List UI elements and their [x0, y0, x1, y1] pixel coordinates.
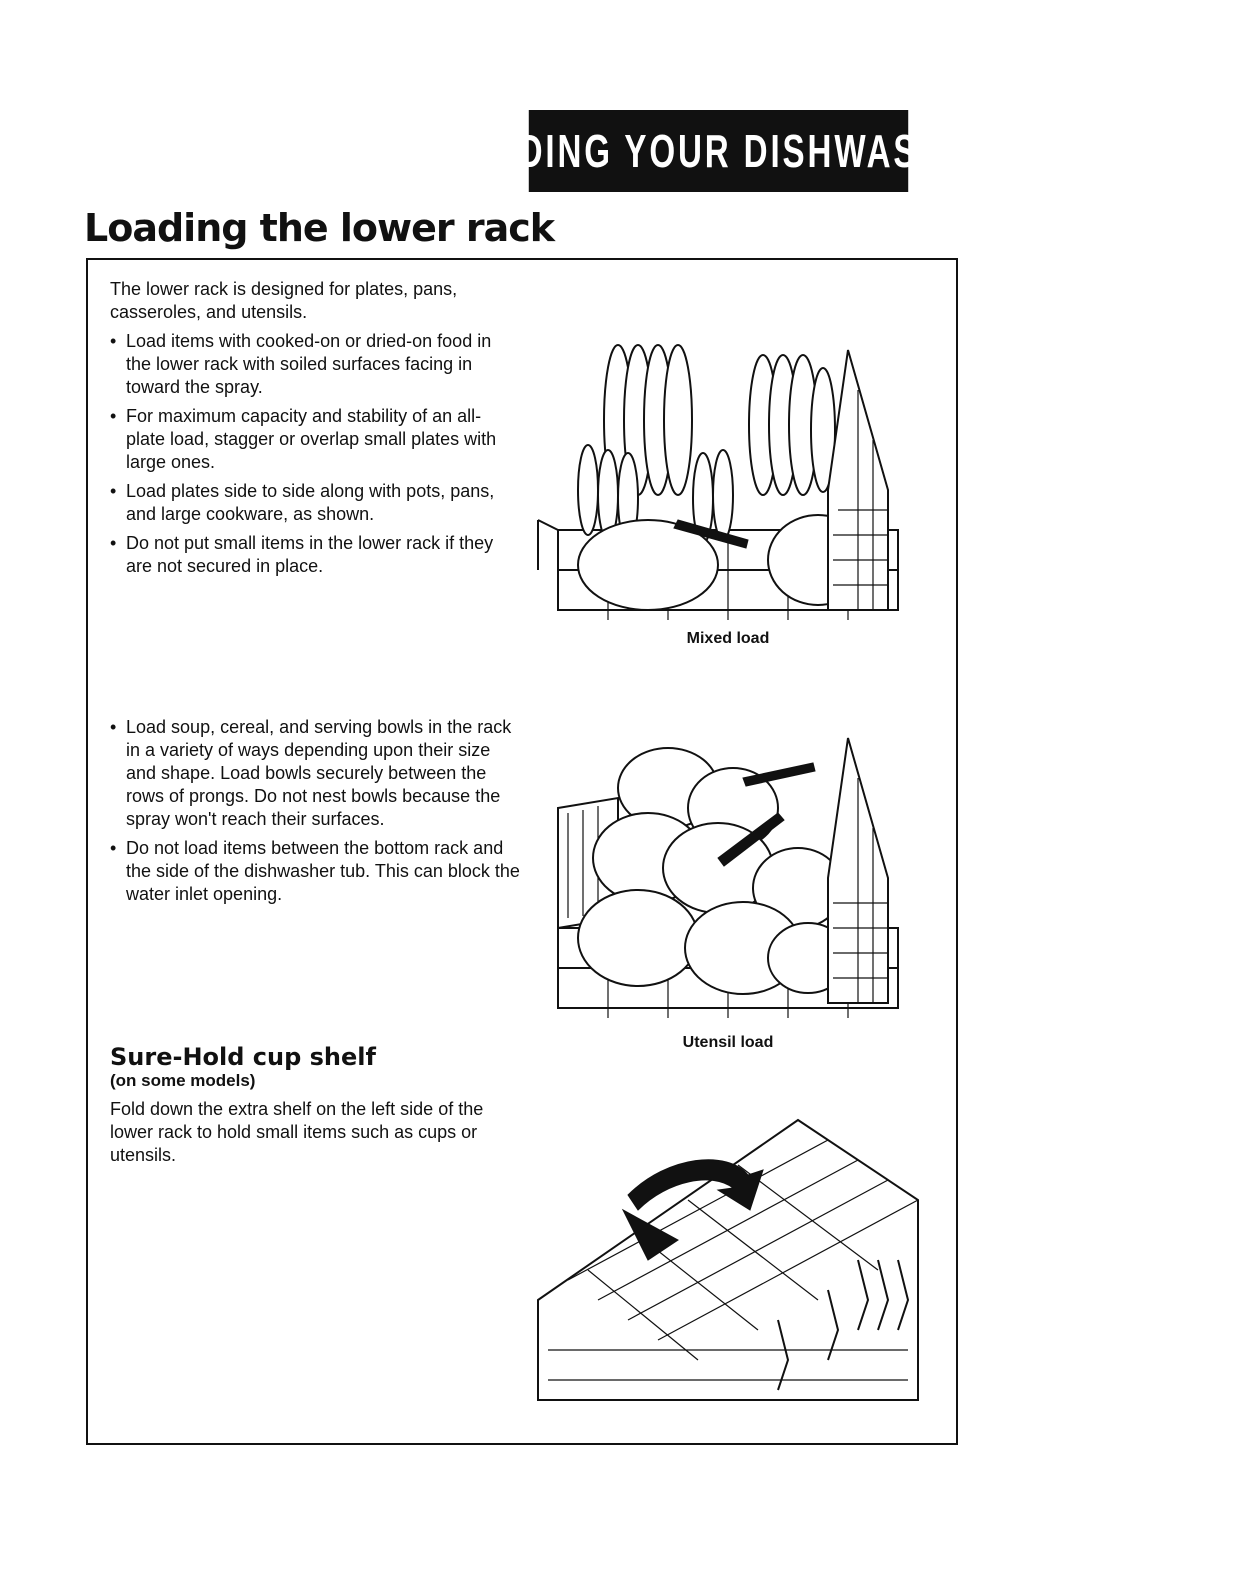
content-box: [86, 258, 958, 1445]
bullet-list: [110, 330, 520, 578]
bullet-item: • Do not put small items in the lower rack if they are not secured in place.: [110, 532, 520, 578]
utensil-load-caption: Utensil load: [682, 1034, 774, 1051]
mixed-load-illustration: [528, 330, 928, 630]
cup-shelf-body: Fold down the extra shelf on the left side of the lower rack to hold small items such as cups or utensils.: [110, 1099, 484, 1165]
utensil-load-illustration: [528, 718, 928, 1028]
cup-shelf-heading: Sure-Hold cup shelf: [110, 1043, 376, 1071]
bullet-item: • Load plates side to side along with pots, pans, and large cookware, as shown.: [110, 480, 520, 526]
section-banner: [440, 110, 997, 192]
section-cup-shelf: [110, 1043, 520, 1173]
intro-paragraph: The lower rack is designed for plates, pans, casseroles, and utensils.: [110, 279, 458, 322]
cup-shelf-illustration: [528, 1100, 928, 1420]
page-title: Loading the lower rack: [84, 206, 555, 250]
cup-shelf-note: (on some models): [110, 1071, 256, 1090]
bullet-item: • Load items with cooked-on or dried-on food in the lower rack with soiled surfaces facing in toward the spray.: [110, 330, 520, 399]
bullet-item: • Load soup, cereal, and serving bowls in the rack in a variety of ways depending upon their size and shape. Load bowls securely between the rows of prongs. Do not nest bowls because the spray won't reach their surfaces.: [110, 716, 520, 831]
bullet-list: [110, 716, 520, 906]
mixed-load-caption: Mixed load: [686, 630, 770, 647]
section-bowls: [110, 716, 520, 912]
banner-text: LOADING YOUR DISHWASHER: [440, 125, 997, 177]
section-lower-rack-intro: [110, 278, 520, 584]
bullet-item: • For maximum capacity and stability of an all-plate load, stagger or overlap small plates with large ones.: [110, 405, 520, 474]
bullet-item: • Do not load items between the bottom rack and the side of the dishwasher tub. This can block the water inlet opening.: [110, 837, 520, 906]
